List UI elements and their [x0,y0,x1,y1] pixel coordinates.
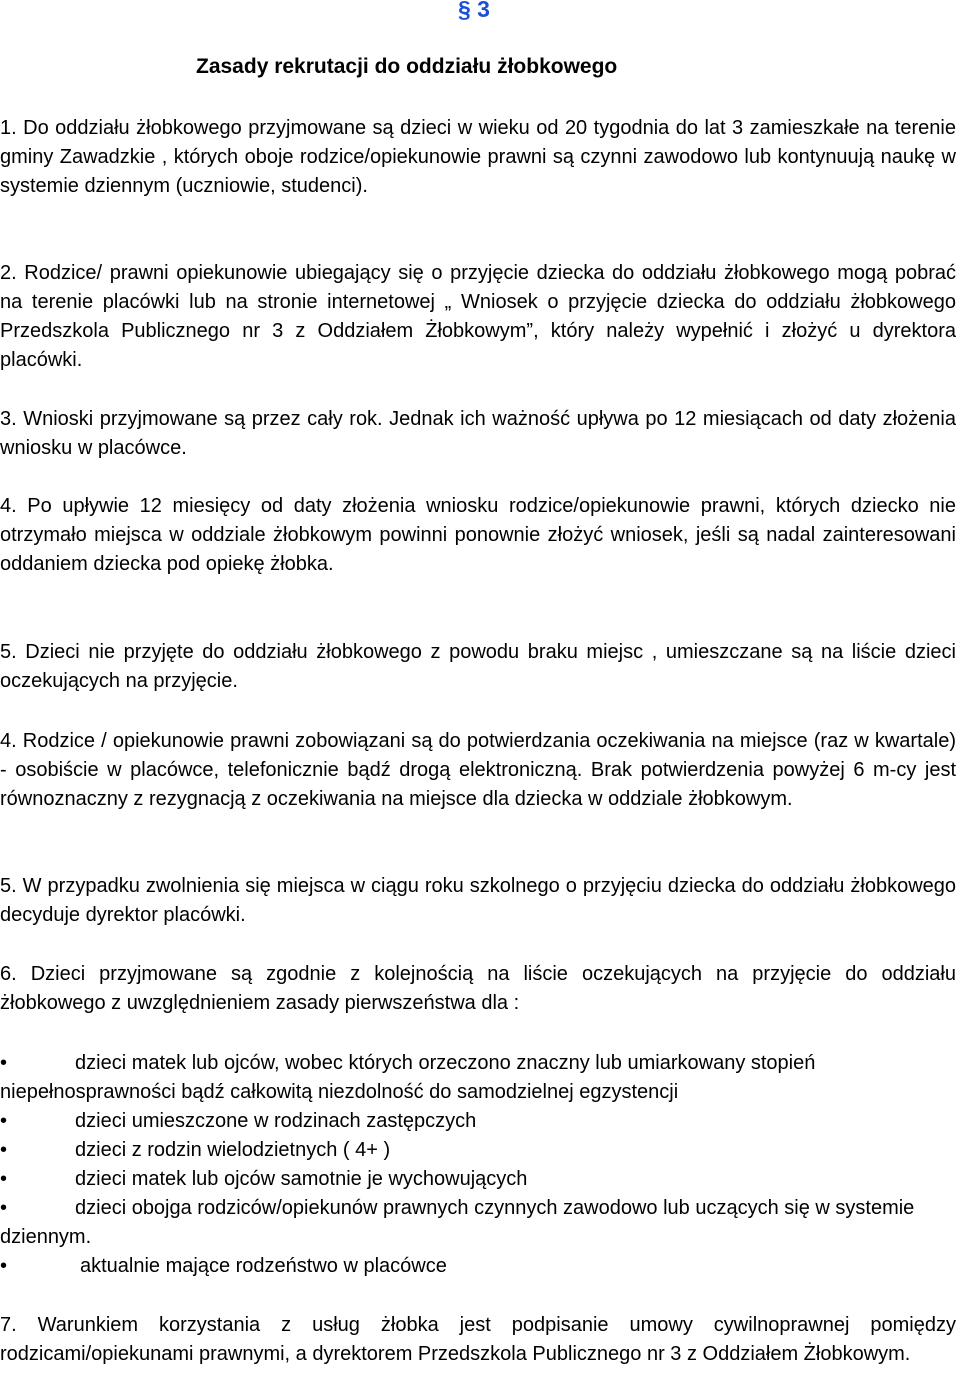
paragraph-2: 2. Rodzice/ prawni opiekunowie ubiegający się o przyjęcie dziecka do oddziału żłobkowego mogą pobrać na terenie placówki lub na stronie internetowej „ Wniosek o przyjęcie dziecka do oddziału żłobkowego Przedszkola Publicznego nr 3 z Oddziałem Żłobkowym”, który należy wypełnić i złożyć u dyrektora placówki. [0,262,956,371]
bullet-icon: • [0,1052,8,1074]
list-item-text: aktualnie mające rodzeństwo w placówce [80,1255,447,1277]
list-item-text: dzieci matek lub ojców samotnie je wychowujących [75,1168,528,1190]
list-item [0,1252,956,1281]
bullet-icon: • [0,1197,8,1219]
paragraph-5: 5. Dzieci nie przyjęte do oddziału żłobkowego z powodu braku miejsc , umieszczane są na liście dzieci oczekujących na przyjęcie. [0,641,956,692]
list-item-text: dzieci matek lub ojców, wobec których orzeczono znaczny lub umiarkowany stopień niepełnosprawności bądź całkowitą niezdolność do samodzielnej egzystencji [0,1052,816,1103]
bullet-icon: • [0,1255,8,1277]
section-number: § 3 [458,0,490,22]
list-item-text: dzieci z rodzin wielodzietnych ( 4+ ) [75,1139,391,1161]
paragraph-7: 5. W przypadku zwolnienia się miejsca w ciągu roku szkolnego o przyjęciu dziecka do oddziału żłobkowego decyduje dyrektor placówki. [0,875,956,926]
list-item-text: dzieci umieszczone w rodzinach zastępczych [75,1110,477,1132]
list-item-text: dzieci obojga rodziców/opiekunów prawnych czynnych zawodowo lub uczących się w systemie dziennym. [0,1197,915,1248]
paragraph-1: 1. Do oddziału żłobkowego przyjmowane są dzieci w wieku od 20 tygodnia do lat 3 zamieszkałe na terenie gminy Zawadzkie , których oboje rodzice/opiekunowie prawni są czynni zawodowo lub kontynuują naukę w systemie dziennym (uczniowie, studenci). [0,117,956,197]
priority-list [0,1049,956,1281]
list-item [0,1107,956,1136]
paragraph-3: 3. Wnioski przyjmowane są przez cały rok. Jednak ich ważność upływa po 12 miesiącach od daty złożenia wniosku w placówce. [0,408,956,459]
list-item [0,1165,956,1194]
list-item [0,1049,956,1107]
paragraph-6: 4. Rodzice / opiekunowie prawni zobowiązani są do potwierdzania oczekiwania na miejsce (raz w kwartale) - osobiście w placówce, telefonicznie bądź drogą elektroniczną. Brak potwierdzenia powyżej 6 m-cy jest równoznaczny z rezygnacją z oczekiwania na miejsce dla dziecka w oddziale żłobkowym. [0,730,956,810]
bullet-icon: • [0,1168,8,1190]
bullet-icon: • [0,1139,8,1161]
paragraph-4: 4. Po upływie 12 miesięcy od daty złożenia wniosku rodzice/opiekunowie prawni, których dziecko nie otrzymało miejsca w oddziale żłobkowym powinni ponownie złożyć wniosek, jeśli są nadal zainteresowani oddaniem dziecka pod opiekę żłobka. [0,495,956,575]
paragraph-8: 6. Dzieci przyjmowane są zgodnie z kolejnością na liście oczekujących na przyjęcie do oddziału żłobkowego z uwzględnieniem zasady pierwszeństwa dla : [0,963,956,1014]
page-title: Zasady rekrutacji do oddziału żłobkowego [196,55,618,78]
paragraph-9: 7. Warunkiem korzystania z usług żłobka jest podpisanie umowy cywilnoprawnej pomiędzy rodzicami/opiekunami prawnymi, a dyrektorem Przedszkola Publicznego nr 3 z Oddziałem Żłobkowym. [0,1314,956,1365]
list-item [0,1136,956,1165]
bullet-icon: • [0,1110,8,1132]
list-item [0,1194,956,1252]
